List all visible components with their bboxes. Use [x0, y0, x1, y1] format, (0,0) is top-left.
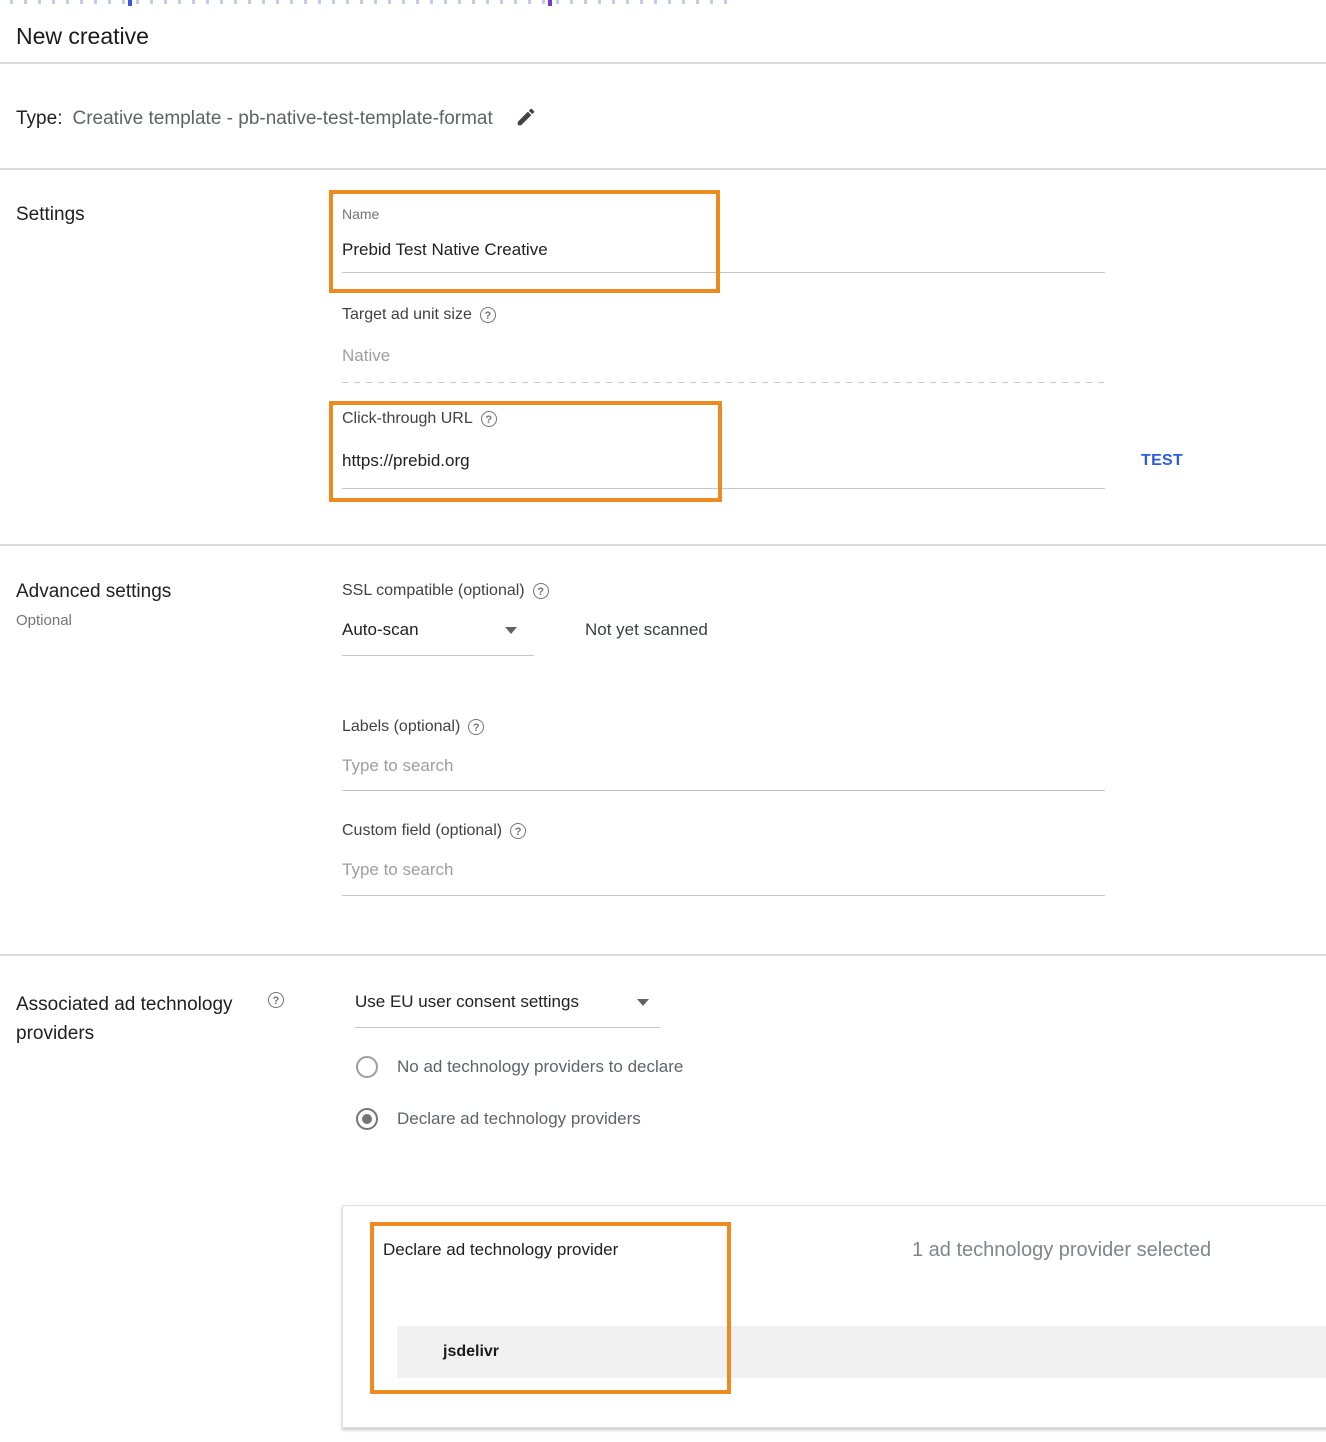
- ssl-compatible-select[interactable]: Auto-scan: [342, 620, 419, 639]
- edit-type-button[interactable]: [513, 104, 539, 133]
- name-input-underline: [342, 272, 1105, 273]
- target-ad-unit-size-label: [342, 306, 496, 324]
- radio-label: No ad technology providers to declare: [397, 1057, 684, 1076]
- pencil-icon: [515, 106, 537, 131]
- breadcrumb-text-fragment: [548, 0, 552, 6]
- custom-field-search-input[interactable]: Type to search: [342, 860, 454, 879]
- ssl-scan-status: Not yet scanned: [585, 620, 708, 639]
- divider: [0, 954, 1326, 956]
- custom-field-label-text: Custom field (optional): [342, 822, 503, 839]
- target-ad-unit-size-underline: [342, 382, 1105, 383]
- labels-field-label: [342, 718, 484, 736]
- name-field-label: Name: [342, 206, 380, 222]
- ssl-select-underline: [342, 655, 534, 656]
- creative-type-row: [16, 104, 539, 133]
- custom-field-label: [342, 822, 526, 840]
- divider: [0, 544, 1326, 546]
- ssl-compatible-label-text: SSL compatible (optional): [342, 582, 525, 599]
- provider-list-item[interactable]: [397, 1326, 1326, 1378]
- click-through-url-label: [342, 410, 497, 428]
- custom-field-underline: [342, 895, 1105, 896]
- clipped-breadcrumb-row: [10, 0, 730, 4]
- click-through-url-input[interactable]: https://prebid.org: [342, 451, 470, 470]
- help-icon[interactable]: ?: [510, 823, 526, 839]
- target-ad-unit-size-label-text: Target ad unit size: [342, 306, 472, 323]
- help-icon[interactable]: ?: [480, 307, 496, 323]
- help-icon[interactable]: ?: [468, 719, 484, 735]
- declare-provider-title: Declare ad technology provider: [383, 1240, 619, 1259]
- eu-consent-underline: [355, 1027, 660, 1028]
- type-label: Type:: [16, 107, 63, 129]
- ssl-compatible-label: [342, 582, 549, 600]
- name-input[interactable]: Prebid Test Native Creative: [342, 240, 548, 259]
- divider: [0, 62, 1326, 64]
- eu-consent-dropdown[interactable]: Use EU user consent settings: [355, 992, 579, 1011]
- settings-section-label: Settings: [16, 204, 85, 225]
- chevron-down-icon[interactable]: [505, 627, 517, 634]
- labels-search-input[interactable]: Type to search: [342, 756, 454, 775]
- breadcrumb-text-fragment: [128, 0, 132, 6]
- radio-selected-icon[interactable]: [356, 1108, 378, 1130]
- click-through-url-underline: [342, 488, 1105, 489]
- help-icon[interactable]: ?: [481, 411, 497, 427]
- labels-field-label-text: Labels (optional): [342, 718, 461, 735]
- click-through-url-label-text: Click-through URL: [342, 410, 473, 427]
- provider-name: jsdelivr: [443, 1343, 500, 1360]
- test-url-link[interactable]: TEST: [1141, 452, 1184, 469]
- radio-label: Declare ad technology providers: [397, 1109, 641, 1128]
- page-title: New creative: [16, 23, 149, 50]
- advanced-settings-optional-label: Optional: [16, 612, 72, 629]
- target-ad-unit-size-value: Native: [342, 346, 391, 365]
- provider-selected-summary: 1 ad technology provider selected: [912, 1239, 1212, 1261]
- radio-unselected-icon[interactable]: [356, 1056, 378, 1078]
- radio-declare-ad-tech-providers[interactable]: [356, 1108, 641, 1130]
- divider: [0, 168, 1326, 170]
- chevron-down-icon[interactable]: [637, 999, 649, 1006]
- ad-tech-section-label: Associated ad technology providers: [16, 994, 233, 1044]
- type-value: Creative template - pb-native-test-template-format: [72, 107, 493, 129]
- radio-no-ad-tech-providers[interactable]: [356, 1056, 683, 1078]
- labels-input-underline: [342, 790, 1105, 791]
- advanced-settings-section-label: Advanced settings: [16, 581, 172, 602]
- help-icon[interactable]: ?: [533, 583, 549, 599]
- help-icon[interactable]: ?: [268, 992, 284, 1008]
